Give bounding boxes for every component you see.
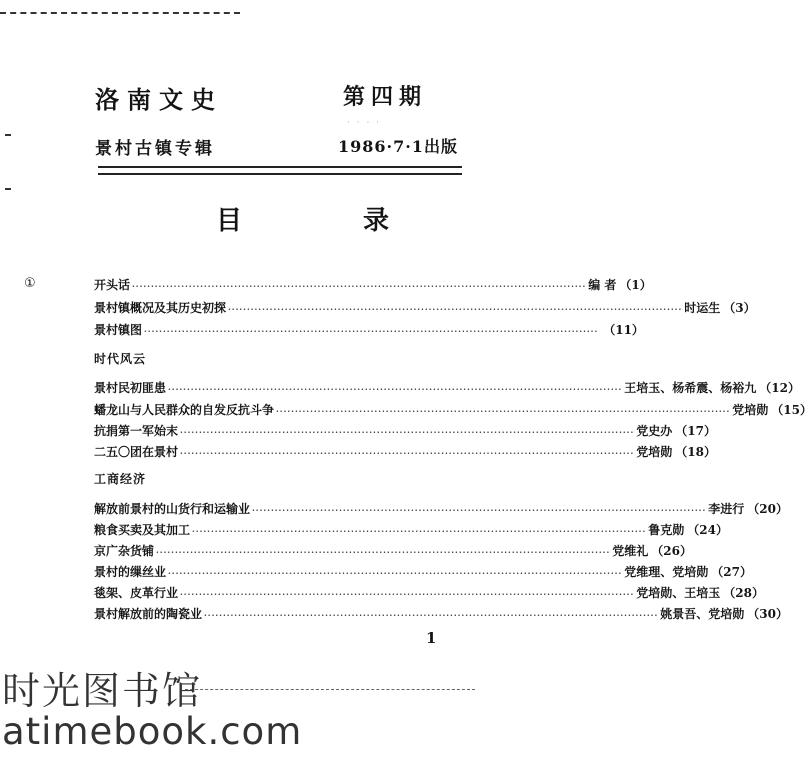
toc-entry-author: 党培勋 — [732, 403, 769, 417]
toc-section-heading: 工商经济 — [94, 472, 147, 486]
toc-leader-dots: ························································································································ — [132, 281, 587, 291]
toc-leader-dots: ························································································································ — [252, 505, 707, 515]
toc-entry — [94, 321, 644, 341]
toc-leader-dots: ························································································································ — [204, 610, 659, 620]
toc-entry — [94, 542, 692, 562]
toc-entry — [94, 500, 788, 520]
toc-entry-page: （26） — [651, 544, 692, 558]
toc-entry — [94, 422, 716, 442]
toc-section-heading: 时代风云 — [94, 352, 147, 366]
toc-entry-page: （15） — [771, 403, 812, 417]
toc-entry-title: 蟠龙山与人民群众的自发反抗斗争 — [94, 403, 275, 417]
toc-entry-title: 毯架、皮革行业 — [94, 586, 179, 600]
toc-entry-title: 景村镇概况及其历史初探 — [94, 301, 227, 315]
watermark-line-2: atimebook.com — [2, 710, 303, 753]
special-edition-subtitle: 景村古镇专辑 — [95, 139, 215, 159]
toc-entry-page: （18） — [675, 445, 716, 459]
toc-entry-title: 开头话 — [94, 278, 131, 292]
toc-entry-author: 党培勋、王培玉 — [636, 586, 721, 600]
toc-entry-author: 党培勋 — [636, 445, 673, 459]
toc-entry — [94, 299, 756, 319]
toc-leader-dots: ························································································································ — [192, 526, 647, 536]
toc-entry — [94, 563, 752, 583]
toc-entry-author: 编 者 — [588, 278, 617, 292]
toc-entry-page: （30） — [747, 607, 788, 621]
toc-entry-page: （3） — [723, 301, 756, 315]
toc-entry-author: 姚景吾、党培勋 — [660, 607, 745, 621]
toc-leader-dots: ························································································································ — [180, 448, 635, 458]
toc-heading: 目 录 — [216, 206, 446, 236]
toc-entry-page: （28） — [723, 586, 764, 600]
toc-entry-page: （17） — [675, 424, 716, 438]
toc-entry — [94, 443, 716, 463]
toc-entry-author: 李进行 — [708, 502, 745, 516]
toc-entry — [94, 605, 788, 625]
circled-number-marker: ① — [24, 276, 36, 291]
toc-entry-title: 京广杂货铺 — [94, 544, 155, 558]
toc-entry-author: 党维理、党培勋 — [624, 565, 709, 579]
toc-entry — [94, 276, 652, 296]
faint-stamp-mark: · · · · — [347, 118, 382, 128]
page-number: 1 — [426, 629, 437, 647]
watermark-line-1: 时光图书馆 — [2, 669, 203, 713]
edge-mark — [5, 134, 11, 136]
header-rule — [98, 173, 462, 175]
header-rule — [98, 166, 462, 168]
toc-leader-dots: ························································································································ — [144, 326, 599, 336]
toc-entry — [94, 521, 728, 541]
toc-entry-author: 王培玉、杨希震、杨裕九 — [624, 381, 757, 395]
toc-entry-author: 鲁克勋 — [648, 523, 685, 537]
bottom-rule — [185, 689, 475, 690]
toc-leader-dots: ························································································································ — [180, 427, 635, 437]
toc-entry-title: 景村的缫丝业 — [94, 565, 167, 579]
toc-entry-title: 粮食买卖及其加工 — [94, 523, 191, 537]
toc-entry-page: （12） — [759, 381, 800, 395]
toc-leader-dots: ························································································································ — [168, 384, 623, 394]
toc-entry — [94, 584, 764, 604]
toc-entry-author: 时运生 — [684, 301, 721, 315]
toc-entry-page: （27） — [711, 565, 752, 579]
toc-entry-author: 党史办 — [636, 424, 673, 438]
toc-entry-author: 党维礼 — [612, 544, 649, 558]
toc-leader-dots: ························································································································ — [168, 568, 623, 578]
toc-entry-title: 抗捐第一军始末 — [94, 424, 179, 438]
toc-entry-title: 解放前景村的山货行和运输业 — [94, 502, 251, 516]
toc-leader-dots: ························································································································ — [156, 547, 611, 557]
toc-entry-title: 二五〇团在景村 — [94, 445, 179, 459]
toc-entry — [94, 401, 812, 421]
toc-entry-title: 景村民初匪患 — [94, 381, 167, 395]
toc-entry-page: （24） — [687, 523, 728, 537]
toc-entry-page: （20） — [747, 502, 788, 516]
toc-entry-page: （1） — [619, 278, 652, 292]
publication-title: 洛南文史 — [95, 85, 223, 114]
toc-entry — [94, 379, 800, 399]
publication-date: 1986·7·1出版 — [338, 137, 458, 156]
top-dashed-rule — [0, 12, 240, 14]
edge-mark — [5, 188, 11, 190]
toc-entry-title: 景村解放前的陶瓷业 — [94, 607, 203, 621]
toc-entry-page: （11） — [603, 323, 644, 337]
toc-leader-dots: ························································································································ — [180, 589, 635, 599]
toc-leader-dots: ························································································································ — [276, 406, 731, 416]
toc-leader-dots: ························································································································ — [228, 304, 683, 314]
issue-label: 第四期 — [343, 84, 428, 110]
toc-entry-title: 景村镇图 — [94, 323, 143, 337]
